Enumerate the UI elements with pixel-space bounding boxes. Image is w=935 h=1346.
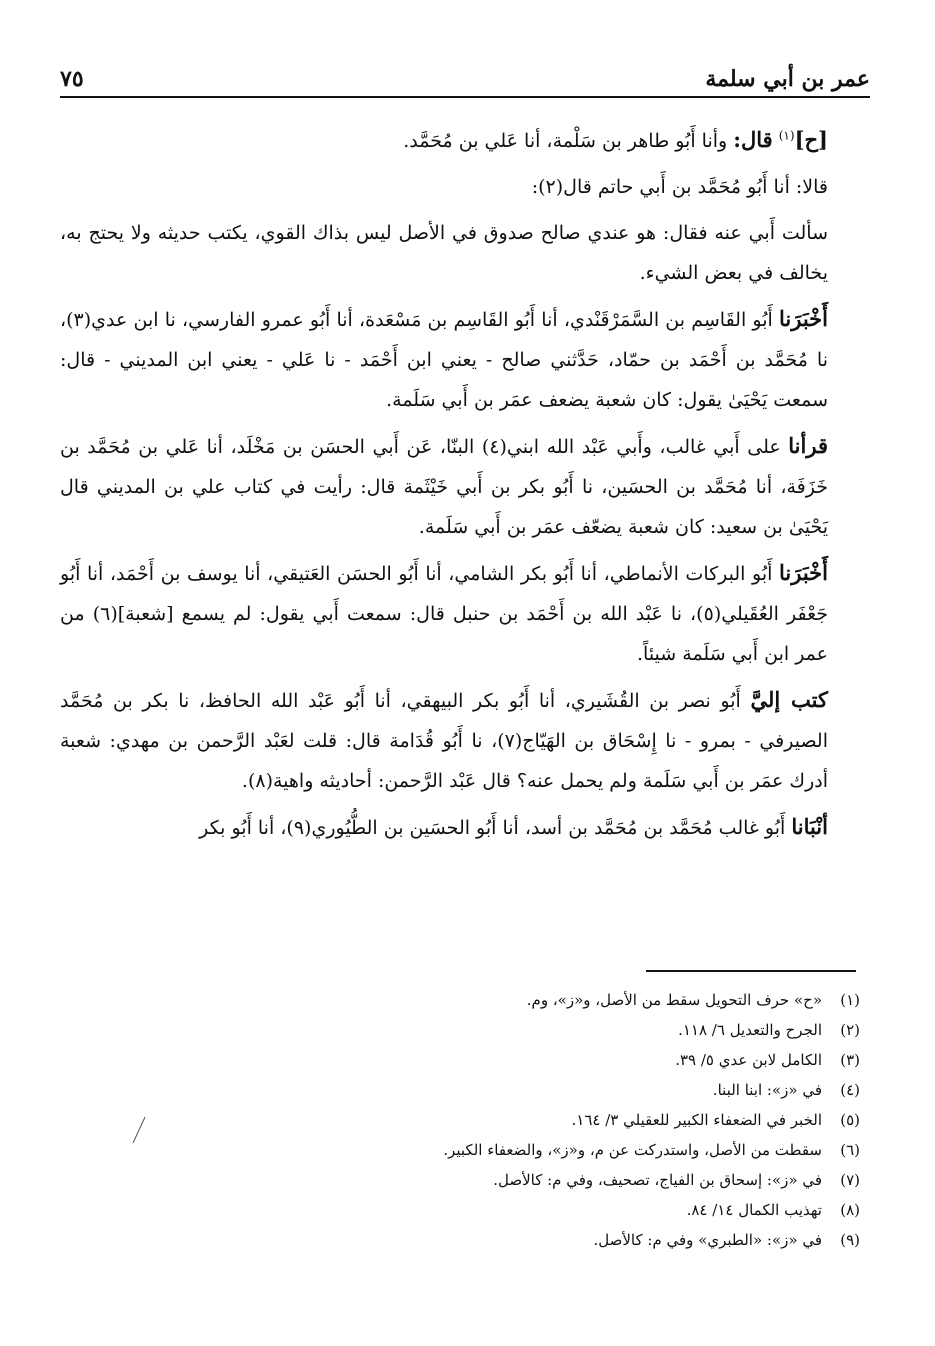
footnote-text: في «ز»: ابنا البنا. [712, 1081, 822, 1099]
header-rule [60, 96, 870, 98]
footnote [60, 1075, 860, 1105]
paragraph-text: أَبُو غالب مُحَمَّد بن مُحَمَّد بن أسد، أنا أَبُو الحسَين بن الطُّيُوري(٩)، أنا أَبُو بكر [199, 817, 786, 839]
footnote-rule [646, 970, 856, 972]
footnote-text: سقطت من الأصل، واستدركت عن م، و«ز»، والضعفاء الكبير. [443, 1141, 822, 1159]
footnote [60, 1045, 860, 1075]
footnote [60, 1165, 860, 1195]
footnote-number: (٤) [840, 1081, 860, 1099]
paragraph-3 [60, 213, 870, 293]
paragraph-text: قالا: أنا أَبُو مُحَمَّد بن أَبي حاتم قال(٢): [531, 176, 828, 198]
footnote-number: (٩) [840, 1231, 860, 1249]
footnote-text: «ح» حرف التحويل سقط من الأصل، و«ز»، وم. [526, 991, 822, 1009]
paragraph-7 [60, 680, 870, 801]
paragraph-text: أَبُو نصر بن القُشَيري، أنا أَبُو بكر البيهقي، أنا أَبُو عَبْد الله الحافظ، نا بكر بن مُحَمَّد الصيرفي - بمرو - نا إِسْحَاق بن الهَيّاج(٧)، نا أَبُو قُدَامة قال: قلت لعَبْد الرَّحمن بن مهدي: شعبة أدرك عمَر بن أَبي سَلَمة ولم يحمل عنه؟ قال عَبْد الرَّحمن: أحاديثه واهية(٨). [60, 690, 828, 792]
paragraph-8 [60, 807, 870, 848]
footnote-text: الخبر في الضعفاء الكبير للعقيلي ٣/ ١٦٤. [571, 1111, 822, 1129]
footnotes [60, 985, 860, 1255]
running-title: عمر بن أبي سلمة [705, 66, 870, 92]
footnote-number: (٣) [840, 1051, 860, 1069]
footnote [60, 1135, 860, 1165]
footnote-ref: (١) [778, 128, 795, 143]
paragraph-4 [60, 299, 870, 420]
paragraph-lead: [ح] [794, 127, 828, 152]
footnote [60, 1015, 860, 1045]
paragraph-lead: أنْبَانا [791, 814, 828, 839]
paragraph-5 [60, 426, 870, 547]
footnote-text: تهذيب الكمال ١٤/ ٨٤. [686, 1201, 822, 1219]
footnote-text: في «ز»: «الطبري» وفي م: كالأصل. [593, 1231, 822, 1249]
footnote-number: (٢) [840, 1021, 860, 1039]
paragraph-text: سألت أَبي عنه فقال: هو عندي صالح صدوق في الأصل ليس بذاك القوي، يكتب حديثه ولا يحتج به، يخالف في بعض الشيء. [60, 222, 828, 284]
paragraph-lead-2: قال: [733, 127, 773, 152]
footnote [60, 1225, 860, 1255]
footnote-number: (١) [840, 991, 860, 1009]
footnote-number: (٧) [840, 1171, 860, 1189]
footnote-text: الجرح والتعديل ٦/ ١١٨. [678, 1021, 822, 1039]
page-number: ٧٥ [60, 66, 84, 92]
footnote [60, 1105, 860, 1135]
paragraph-lead: أَخْبَرَنا [779, 560, 828, 585]
paragraph-6 [60, 553, 870, 674]
footnote-number: (٦) [840, 1141, 860, 1159]
paragraph-text: أَبُو القَاسِم بن السَّمَرْقَنْدي، أنا أَبُو القَاسِم بن مَسْعَدة، أنا أَبُو عمرو الفارسي، نا ابن عدي(٣)، نا مُحَمَّد بن أَحْمَد بن حمّاد، حَدَّثني صالح - يعني ابن أَحْمَد - نا عَلي - يعني ابن المديني - قال: سمعت يَحْيَىٰ يقول: كان شعبة يضعف عمَر بن أَبي سَلَمة. [60, 309, 828, 411]
paragraph-lead: قرأنا [788, 433, 828, 458]
paragraph-1 [60, 120, 870, 161]
paragraph-lead: أَخْبَرَنا [779, 306, 828, 331]
paragraph-2 [60, 167, 870, 207]
footnote-text: الكامل لابن عدي ٥/ ٣٩. [675, 1051, 822, 1069]
page-header [60, 52, 870, 92]
paragraph-text: أَبُو البركات الأنماطي، أنا أَبُو بكر الشامي، أنا أَبُو الحسَن العَتيقي، أنا يوسف بن أَحْمَد، أنا أَبُو جَعْفَر العُقَيلي(٥)، نا عَبْد الله بن أَحْمَد بن حنبل قال: سمعت أَبي يقول: لم يسمع [شعبة](٦) من عمر ابن أَبي سَلَمة شيئاً. [60, 563, 828, 665]
stray-pen-mark [131, 1116, 147, 1144]
footnote [60, 985, 860, 1015]
paragraph-text: وأنا أَبُو طاهر بن سَلْمة، أنا عَلي بن مُحَمَّد. [403, 130, 728, 152]
footnote-number: (٨) [840, 1201, 860, 1219]
paragraph-text: على أَبي غالب، وأَبي عَبْد الله ابني(٤) البنّا، عَن أَبي الحسَن بن مَخْلَد، أنا عَلي بن مُحَمَّد بن خَزَفَة، أنا مُحَمَّد بن الحسَين، نا أَبُو بكر بن أَبي خَيْثَمة قال: رأيت في كتاب علي بن المديني قال يَحْيَىٰ بن سعيد: كان شعبة يضعّف عمَر بن أَبي سَلَمة. [60, 436, 828, 538]
paragraph-lead: كتب إليَّ [750, 687, 828, 712]
footnote-number: (٥) [840, 1111, 860, 1129]
footnote-text: في «ز»: إسحاق بن الفياج، تصحيف، وفي م: كالأصل. [493, 1171, 822, 1189]
footnote [60, 1195, 860, 1225]
body-text [60, 120, 870, 854]
